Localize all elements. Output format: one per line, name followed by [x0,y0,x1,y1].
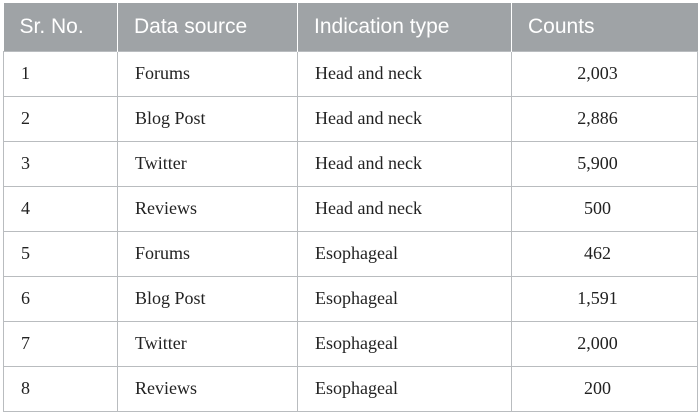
header-indication-type: Indication type [298,3,512,51]
cell-sr-no: 5 [4,231,118,276]
cell-indication-type: Head and neck [298,96,512,141]
cell-data-source: Forums [118,51,298,96]
cell-data-source: Twitter [118,141,298,186]
header-sr-no: Sr. No. [4,3,118,51]
cell-data-source: Blog Post [118,276,298,321]
table-row [4,51,698,96]
cell-count: 2,000 [512,321,698,366]
table-header [4,3,698,51]
cell-sr-no: 1 [4,51,118,96]
cell-count: 1,591 [512,276,698,321]
cell-data-source: Blog Post [118,96,298,141]
cell-indication-type: Esophageal [298,231,512,276]
header-row [4,3,698,51]
cell-data-source: Reviews [118,366,298,411]
table-row [4,186,698,231]
cell-sr-no: 2 [4,96,118,141]
table-body [4,51,698,411]
cell-indication-type: Head and neck [298,51,512,96]
cell-indication-type: Head and neck [298,186,512,231]
cell-count: 200 [512,366,698,411]
cell-data-source: Twitter [118,321,298,366]
cell-data-source: Reviews [118,186,298,231]
cell-count: 462 [512,231,698,276]
cell-count: 500 [512,186,698,231]
cell-indication-type: Head and neck [298,141,512,186]
cell-count: 2,886 [512,96,698,141]
cell-indication-type: Esophageal [298,321,512,366]
table-row [4,96,698,141]
cell-data-source: Forums [118,231,298,276]
table-row [4,321,698,366]
cell-indication-type: Esophageal [298,276,512,321]
cell-sr-no: 3 [4,141,118,186]
table-row [4,141,698,186]
table-row [4,366,698,411]
cell-count: 5,900 [512,141,698,186]
table-row [4,231,698,276]
cell-sr-no: 8 [4,366,118,411]
cell-indication-type: Esophageal [298,366,512,411]
header-counts: Counts [512,3,698,51]
header-data-source: Data source [118,3,298,51]
cell-sr-no: 6 [4,276,118,321]
cell-sr-no: 4 [4,186,118,231]
table-row [4,276,698,321]
cell-sr-no: 7 [4,321,118,366]
cell-count: 2,003 [512,51,698,96]
data-table [3,3,698,412]
